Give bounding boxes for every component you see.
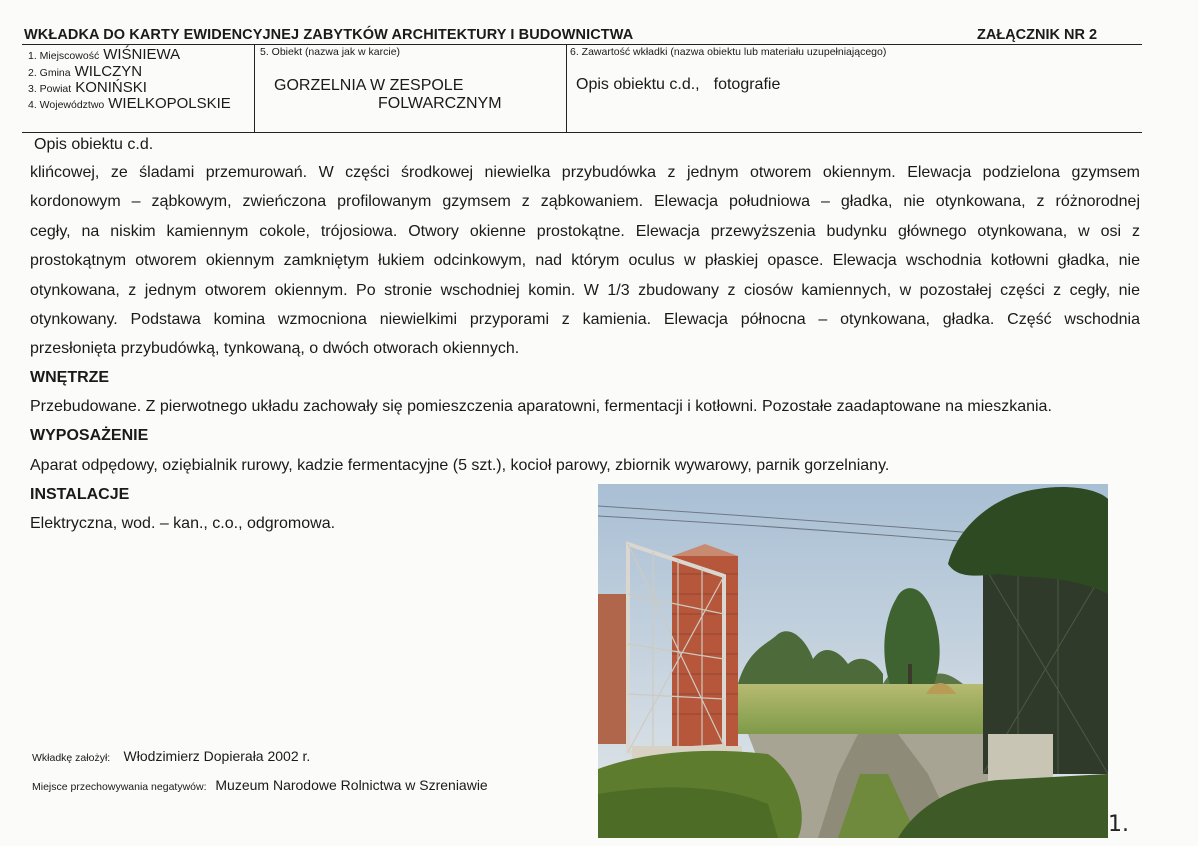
content-label: 6. Zawartość wkładki (nazwa obiektu lub materiału uzupełniającego) (570, 46, 887, 58)
header-divider-2 (566, 44, 567, 133)
attachment-number: ZAŁĄCZNIK NR 2 (977, 27, 1098, 43)
negatives-storage (32, 777, 488, 795)
commune-label: 2. Gmina (28, 67, 71, 79)
founded-by-value: Włodzimierz Dopierała 2002 r. (123, 748, 311, 764)
description-line-1: klińcowej, ze śladami przemurowań. W części środkowej niewielka przybudówka z jednym otworem okiennym. Elewacja podzielona gzymsem (30, 164, 1140, 181)
content-value (576, 76, 794, 94)
locality-field (28, 47, 180, 64)
commune-value: WILCZYN (74, 63, 143, 80)
voivodeship-field (28, 96, 231, 113)
description-line-3: cegły, na niskim kamiennym cokole, trójosiowa. Otwory okienne prostokątne. Elewacja przewyższenia budynku głównego otynkowana, w osi z (30, 223, 1140, 240)
description-line-4: prostokątnym otworem okiennym zamkniętym łukiem odcinkowym, nad którym oculus w płaskiej opasce. Elewacja wschodnia kotłowni gładka, nie (30, 252, 1140, 269)
header-top-rule (22, 44, 1142, 45)
description-line-5: otynkowana, z jednym otworem okiennym. Po stronie wschodniej komin. W 1/3 zbudowany z ciosów kamiennych, w pozostałej części z cegły, nie (30, 282, 1140, 299)
section-title: Opis obiektu c.d. (34, 136, 154, 153)
installations-text: Elektryczna, wod. – kan., c.o., odgromowa. (30, 515, 336, 532)
description-line-2: kordonowym – ząbkowym, zwieńczona profilowanym gzymsem z ząbkowaniem. Elewacja południowa – gładka, nie otynkowana, z różnorodnej (30, 193, 1140, 210)
locality-value: WIŚNIEWA (103, 46, 181, 63)
object-name-line-1: GORZELNIA W ZESPOLE (274, 77, 464, 94)
object-name (258, 77, 564, 113)
founded-by (32, 748, 310, 766)
farm-gate-photo (598, 484, 1108, 838)
voivodeship-label: 4. Województwo (28, 99, 105, 111)
county-value: KONIŃSKI (75, 79, 147, 96)
object-label: 5. Obiekt (nazwa jak w karcie) (260, 46, 401, 58)
object-name-line-2: FOLWARCZNYM (378, 95, 502, 112)
equipment-heading: WYPOSAŻENIE (30, 427, 149, 444)
locality-label: 1. Miejscowość (28, 50, 100, 62)
negatives-storage-value: Muzeum Narodowe Rolnictwa w Szreniawie (215, 777, 488, 793)
content-value-photos: fotografie (713, 76, 781, 93)
interior-text: Przebudowane. Z pierwotnego układu zachowały się pomieszczenia aparatowni, fermentacji i kotłowni. Pozostałe zaadaptowane na mieszkania. (30, 398, 1052, 415)
negatives-storage-label: Miejsce przechowywania negatywów: (32, 781, 207, 793)
document-title: WKŁADKA DO KARTY EWIDENCYJNEJ ZABYTKÓW ARCHITEKTURY I BUDOWNICTWA (24, 27, 634, 43)
header-bottom-rule (22, 132, 1142, 133)
equipment-text: Aparat odpędowy, oziębialnik rurowy, kadzie fermentacyjne (5 szt.), kocioł parowy, zbiornik wywarowy, parnik gorzelniany. (30, 457, 890, 474)
county-label: 3. Powiat (28, 83, 72, 95)
interior-heading: WNĘTRZE (30, 369, 110, 386)
voivodeship-value: WIELKOPOLSKIE (108, 95, 231, 112)
photo-illustration (598, 484, 1108, 838)
description-line-6: otynkowany. Podstawa komina wzmocniona niewielkimi przyporami z kamienia. Elewacja północna – otynkowana, gładka. Część wschodnia (30, 311, 1140, 328)
content-value-description: Opis obiektu c.d., (576, 76, 700, 93)
installations-heading: INSTALACJE (30, 486, 130, 503)
founded-by-label: Wkładkę założył: (32, 752, 111, 764)
header-divider-1 (254, 44, 255, 133)
page-number: 1. (1108, 812, 1129, 837)
description-line-7: przesłonięta przybudówką, tynkowaną, o dwóch otworach okiennych. (30, 340, 520, 357)
